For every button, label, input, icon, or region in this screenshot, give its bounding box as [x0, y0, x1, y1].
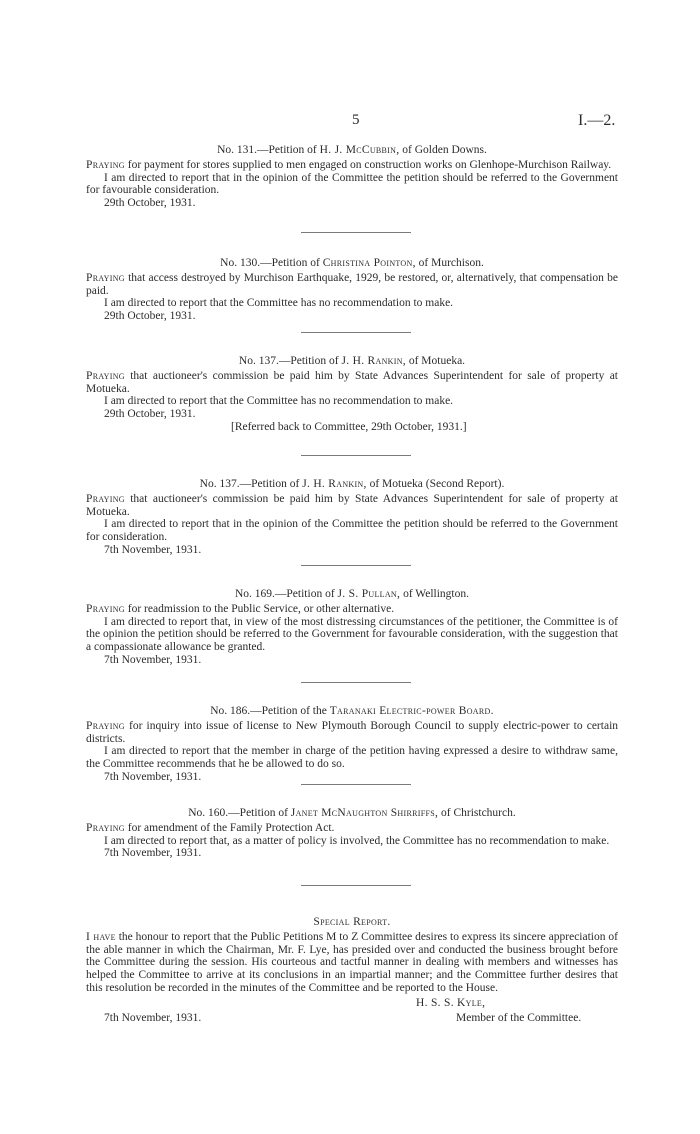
page-number: 5	[352, 112, 360, 128]
petitioner-name: Taranaki Electric-power Board.	[329, 705, 494, 717]
petition-title: No. 137.—Petition of J. H. Rankin, of Motueka.	[238, 355, 466, 367]
committee-report: I am directed to report that the Committee has no recommendation to make.	[104, 395, 454, 408]
petition-entry	[86, 144, 618, 210]
section-divider	[301, 455, 411, 456]
petition-title: No. 169.—Petition of J. S. Pullan, of Wellington.	[234, 588, 470, 600]
section-divider	[301, 682, 411, 683]
petitioner-name: J. H. Rankin,	[341, 355, 406, 367]
report-date: 29th October, 1931.	[104, 408, 196, 421]
section-divider	[301, 565, 411, 566]
report-date: 7th November, 1931.	[104, 770, 202, 783]
committee-report: I am directed to report that in the opinion of the Committee the petition should be referred to the Government for consideration.	[86, 518, 618, 544]
committee-report: I am directed to report that in the opinion of the Committee the petition should be referred to the Government for favourable consideration.	[86, 171, 618, 197]
section-divider	[301, 885, 411, 886]
petition-praying: Praying that access destroyed by Murchison Earthquake, 1929, be restored, or, alternatively, that compensation be paid.	[86, 271, 618, 297]
petition-praying: Praying that auctioneer's commission be paid him by State Advances Superintendent for sale of property at Motueka.	[86, 492, 618, 518]
section-divider	[301, 784, 411, 785]
petition-entry	[86, 807, 618, 860]
special-report	[86, 916, 618, 1025]
petition-praying: Praying for readmission to the Public Service, or other alternative.	[86, 602, 395, 615]
section-divider	[301, 332, 411, 333]
petition-title: No. 131.—Petition of H. J. McCubbin, of Golden Downs.	[217, 144, 487, 156]
special-report-body: I have the honour to report that the Public Petitions M to Z Committee desires to express its sincere appreciation of the able manner in which the Chairman, Mr. F. Lye, has presided over and conducted the business brought before the Committee during the session. His courteous and tactful manner in dealing with members and witnesses has helped the Committee to arrive at its conclusions in an impartial manner; and the Committee further desires that this resolution be recorded in the minutes of the Committee and be reported to the House.	[86, 930, 619, 994]
petition-entry	[86, 355, 618, 434]
section-divider	[301, 232, 411, 233]
petition-praying: Praying that auctioneer's commission be paid him by State Advances Superintendent for sale of property at Motueka.	[86, 369, 618, 395]
report-date: 7th November, 1931.	[104, 1011, 202, 1024]
petition-praying: Praying for amendment of the Family Protection Act.	[86, 821, 335, 834]
special-report-heading: Special Report.	[313, 916, 391, 928]
committee-report: I am directed to report that, as a matter of policy is involved, the Committee has no recommendation to make.	[104, 834, 610, 847]
petitioner-name: Janet McNaughton Shirriffs,	[290, 807, 439, 819]
document-reference: I.—2.	[578, 112, 616, 129]
committee-report: I am directed to report that, in view of the most distressing circumstances of the petitioner, the Committee is of the opinion the petition should be referred to the Government for favourable consideration, with the suggestion that a compassionate allowance be granted.	[86, 615, 618, 654]
report-date: 29th October, 1931.	[104, 197, 196, 210]
petitions-column	[86, 0, 618, 1134]
petition-title: No. 130.—Petition of Christina Pointon, of Murchison.	[220, 257, 484, 269]
petition-praying: Praying for inquiry into issue of license to New Plymouth Borough Council to supply electric-power to certain districts.	[86, 719, 619, 745]
petitioner-name: J. H. Rankin,	[302, 478, 367, 490]
petition-title: No. 160.—Petition of Janet McNaughton Shirriffs, of Christchurch.	[188, 807, 516, 819]
petition-entry	[86, 588, 618, 667]
report-date: 7th November, 1931.	[104, 653, 202, 666]
signature-block	[86, 995, 618, 1025]
petition-title: No. 137.—Petition of J. H. Rankin, of Motueka (Second Report).	[199, 478, 505, 490]
petitioner-name: H. J. McCubbin,	[319, 144, 400, 156]
referral-note: [Referred back to Committee, 29th October, 1931.]	[231, 420, 467, 433]
petitioner-name: Christina Pointon,	[322, 257, 416, 269]
petition-praying: Praying for payment for stores supplied to men engaged on construction works on Glenhope-Murchison Railway.	[86, 158, 612, 171]
signatory-name: H. S. S. Kyle,	[416, 996, 486, 1009]
report-date: 29th October, 1931.	[104, 310, 196, 323]
report-date: 7th November, 1931.	[104, 847, 202, 860]
petitioner-name: J. S. Pullan,	[337, 588, 401, 600]
petition-entry	[86, 478, 618, 557]
petition-entry	[86, 257, 618, 323]
petition-entry	[86, 705, 618, 784]
committee-report: I am directed to report that the member in charge of the petition having expressed a desire to withdraw same, the Committee recommends that he be allowed to do so.	[86, 745, 618, 771]
committee-report: I am directed to report that the Committee has no recommendation to make.	[104, 297, 454, 310]
signatory-role: Member of the Committee.	[456, 1011, 582, 1024]
petition-title: No. 186.—Petition of the Taranaki Electric-power Board.	[210, 705, 494, 717]
report-date: 7th November, 1931.	[104, 543, 202, 556]
